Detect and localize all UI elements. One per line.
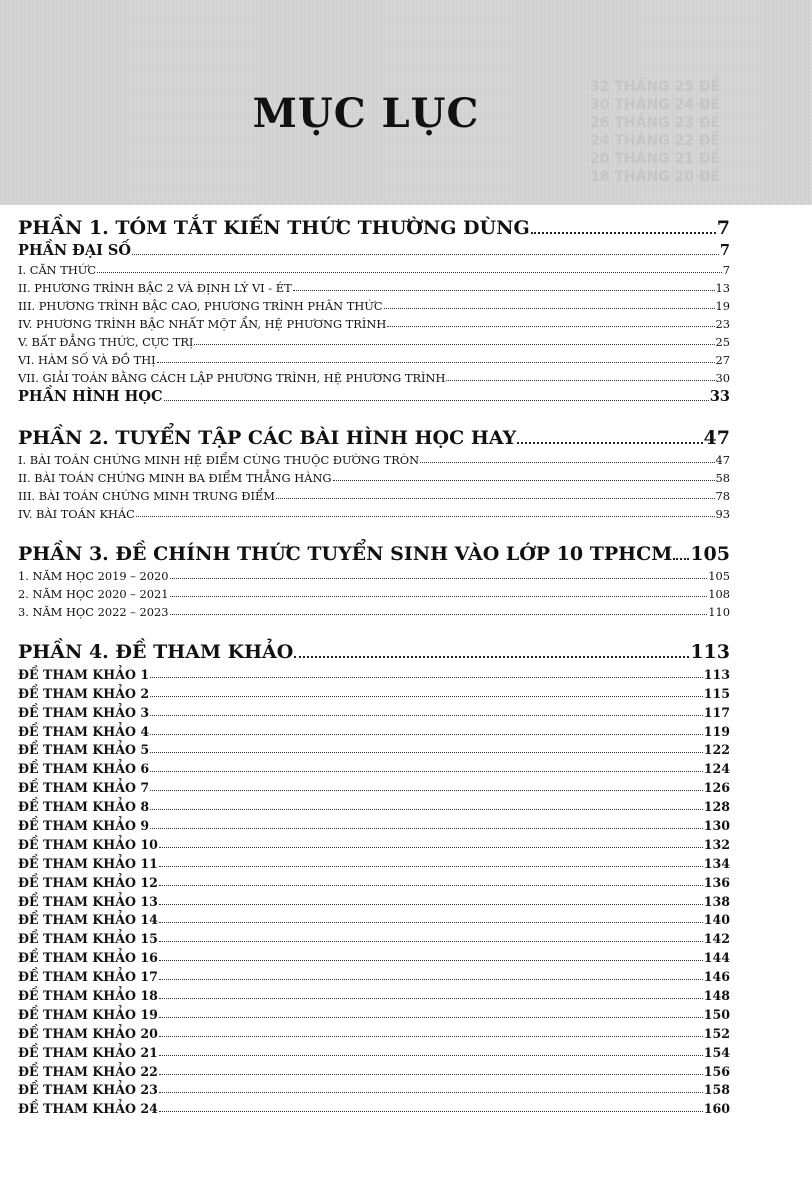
- toc-entry[interactable]: [18, 313, 730, 331]
- exam-entry-page-number: 144: [703, 950, 730, 966]
- dot-leader: [159, 1111, 703, 1112]
- exam-entry-title: ĐỀ THAM KHẢO 23: [18, 1082, 158, 1098]
- dot-leader: [384, 308, 715, 309]
- exam-entry-title: ĐỀ THAM KHẢO 16: [18, 950, 158, 966]
- dot-leader: [333, 480, 715, 481]
- section-gap: [18, 521, 730, 538]
- watermark-line: 26 THÁNG 23 ĐỀ: [590, 115, 721, 131]
- exam-entry-page-number: 122: [703, 742, 730, 758]
- dot-leader: [194, 344, 714, 345]
- dot-leader: [159, 1092, 703, 1093]
- exam-entry-page-number: 126: [703, 780, 730, 796]
- dot-leader: [159, 941, 703, 942]
- exam-entry-page-number: 158: [703, 1082, 730, 1098]
- toc-entry-page-number: 78: [715, 489, 730, 503]
- toc-entry-title: III. BÀI TOÁN CHỨNG MINH TRUNG ĐIỂM: [18, 489, 275, 503]
- dot-leader: [170, 596, 708, 597]
- toc-entry-title: IV. PHƯƠNG TRÌNH BẬC NHẤT MỘT ẨN, HỆ PHƯƠNG TRÌNH: [18, 317, 387, 331]
- exam-entry-page-number: 138: [703, 893, 730, 909]
- toc-entry-page-number: 47: [715, 453, 730, 467]
- part-heading-page-number: 105: [690, 543, 730, 565]
- toc-entry-page-number: 25: [715, 335, 730, 349]
- toc-entry[interactable]: [18, 503, 730, 521]
- exam-entry-title: ĐỀ THAM KHẢO 5: [18, 742, 150, 758]
- exam-entry-page-number: 142: [703, 931, 730, 947]
- exam-entry-page-number: 150: [703, 1006, 730, 1022]
- dot-leader: [150, 677, 703, 678]
- toc-entry-title: III. PHƯƠNG TRÌNH BẬC CAO, PHƯƠNG TRÌNH PHÂN THỨC: [18, 299, 383, 313]
- dot-leader: [136, 516, 715, 517]
- dot-leader: [159, 1036, 703, 1037]
- exam-entry[interactable]: [18, 984, 730, 1003]
- dot-leader: [132, 254, 719, 255]
- dot-leader: [159, 979, 703, 980]
- dot-leader: [159, 885, 703, 886]
- exam-entry-page-number: 134: [703, 855, 730, 871]
- exam-entry-title: ĐỀ THAM KHẢO 3: [18, 704, 150, 720]
- dot-leader: [150, 734, 703, 735]
- toc-entry-title: 1. NĂM HỌC 2019 – 2020: [18, 569, 169, 583]
- exam-entry-page-number: 136: [703, 874, 730, 890]
- part-heading-title: PHẦN 2. TUYỂN TẬP CÁC BÀI HÌNH HỌC HAY: [18, 427, 517, 449]
- exam-entry[interactable]: [18, 890, 730, 909]
- toc-entry[interactable]: [18, 367, 730, 385]
- exam-entry[interactable]: [18, 776, 730, 795]
- subpart-heading[interactable]: [18, 385, 730, 405]
- exam-entry-title: ĐỀ THAM KHẢO 9: [18, 818, 150, 834]
- dot-leader: [293, 290, 715, 291]
- dot-leader: [159, 1074, 703, 1075]
- watermark-line: 32 THÁNG 25 ĐỀ: [590, 79, 721, 95]
- dot-leader: [157, 362, 715, 363]
- exam-entry-title: ĐỀ THAM KHẢO 4: [18, 723, 150, 739]
- dot-leader: [170, 614, 708, 615]
- page-title: MỤC LỤC: [252, 90, 480, 137]
- subpart-heading-title: PHẦN ĐẠI SỐ: [18, 242, 132, 259]
- exam-entry-title: ĐỀ THAM KHẢO 19: [18, 1006, 158, 1022]
- dot-leader: [150, 696, 703, 697]
- exam-entry[interactable]: [18, 946, 730, 965]
- toc-entry-page-number: 7: [722, 263, 730, 277]
- toc-entry-page-number: 30: [715, 371, 730, 385]
- watermark-line: 24 THÁNG 22 ĐỀ: [590, 133, 721, 149]
- exam-entry-page-number: 156: [703, 1063, 730, 1079]
- watermark-line: 20 THÁNG 21 ĐỀ: [590, 151, 721, 167]
- dot-leader: [170, 578, 708, 579]
- toc-entry-page-number: 23: [715, 317, 730, 331]
- section-gap: [18, 619, 730, 636]
- part-heading-page-number: 113: [690, 641, 730, 663]
- exam-entry-title: ĐỀ THAM KHẢO 13: [18, 893, 158, 909]
- dot-leader: [276, 498, 715, 499]
- toc-entry-title: VII. GIẢI TOÁN BẰNG CÁCH LẬP PHƯƠNG TRÌNH, HỆ PHƯƠNG TRÌNH: [18, 371, 446, 385]
- dot-leader: [159, 847, 703, 848]
- header-band: [0, 0, 812, 205]
- part-heading-title: PHẦN 3. ĐỀ CHÍNH THỨC TUYỂN SINH VÀO LỚP 10 TPHCM: [18, 543, 673, 565]
- exam-entry-page-number: 119: [703, 723, 730, 739]
- exam-entry-page-number: 146: [703, 969, 730, 985]
- toc-entry-title: 3. NĂM HỌC 2022 – 2023: [18, 605, 169, 619]
- dot-leader: [150, 828, 703, 829]
- toc-entry[interactable]: [18, 259, 730, 277]
- exam-entry[interactable]: [18, 814, 730, 833]
- dot-leader: [159, 1055, 703, 1056]
- exam-entry-title: ĐỀ THAM KHẢO 6: [18, 761, 150, 777]
- exam-entry-title: ĐỀ THAM KHẢO 8: [18, 799, 150, 815]
- exam-entry-title: ĐỀ THAM KHẢO 14: [18, 912, 158, 928]
- exam-entry[interactable]: [18, 909, 730, 928]
- exam-entry-page-number: 113: [703, 666, 730, 682]
- exam-entry-title: ĐỀ THAM KHẢO 20: [18, 1025, 158, 1041]
- toc-entry[interactable]: [18, 295, 730, 313]
- dot-leader: [97, 272, 722, 273]
- exam-entry-title: ĐỀ THAM KHẢO 2: [18, 685, 150, 701]
- exam-entry-page-number: 140: [703, 912, 730, 928]
- toc-entry-page-number: 110: [708, 605, 730, 619]
- exam-entry[interactable]: [18, 682, 730, 701]
- subpart-heading-title: PHẦN HÌNH HỌC: [18, 388, 163, 405]
- toc-entry-page-number: 27: [715, 353, 730, 367]
- exam-entry[interactable]: [18, 927, 730, 946]
- toc-entry[interactable]: [18, 331, 730, 349]
- toc-entry-title: I. BÀI TOÁN CHỨNG MINH HỆ ĐIỂM CÙNG THUỘC ĐƯỜNG TRÒN: [18, 453, 420, 467]
- part-heading[interactable]: [18, 538, 730, 565]
- part-heading-title: PHẦN 1. TÓM TẮT KIẾN THỨC THƯỜNG DÙNG: [18, 217, 530, 239]
- dot-leader: [159, 960, 703, 961]
- exam-entry[interactable]: [18, 852, 730, 871]
- dot-leader: [159, 1017, 703, 1018]
- exam-entry[interactable]: [18, 1079, 730, 1098]
- exam-entry[interactable]: [18, 1097, 730, 1116]
- dot-leader: [150, 752, 703, 753]
- exam-entry[interactable]: [18, 757, 730, 776]
- toc-entry-title: IV. BÀI TOÁN KHÁC: [18, 507, 135, 521]
- dot-leader: [150, 771, 703, 772]
- exam-entry-title: ĐỀ THAM KHẢO 24: [18, 1101, 158, 1117]
- exam-entry-page-number: 124: [703, 761, 730, 777]
- toc-entry-page-number: 108: [708, 587, 730, 601]
- toc-entry[interactable]: [18, 601, 730, 619]
- toc-entry[interactable]: [18, 565, 730, 583]
- watermark-line: 30 THÁNG 24 ĐỀ: [590, 97, 721, 113]
- toc-entry-page-number: 19: [715, 299, 730, 313]
- exam-entry-page-number: 130: [703, 818, 730, 834]
- exam-entry[interactable]: [18, 720, 730, 739]
- dot-leader: [446, 380, 714, 381]
- dot-leader: [164, 400, 709, 401]
- dot-leader: [387, 326, 714, 327]
- dot-leader: [159, 922, 703, 923]
- exam-entry-title: ĐỀ THAM KHẢO 10: [18, 836, 158, 852]
- dot-leader: [294, 656, 689, 658]
- subpart-heading-page-number: 7: [719, 242, 730, 259]
- toc-entry-page-number: 58: [715, 471, 730, 485]
- part-heading-page-number: 7: [716, 217, 730, 239]
- toc-entry[interactable]: [18, 449, 730, 467]
- part-heading[interactable]: [18, 422, 730, 449]
- dot-leader: [150, 715, 703, 716]
- toc-entry-title: I. CĂN THỨC: [18, 263, 97, 277]
- exam-entry-title: ĐỀ THAM KHẢO 12: [18, 874, 158, 890]
- exam-entry-title: ĐỀ THAM KHẢO 1: [18, 666, 150, 682]
- watermark-line: 18 THÁNG 20 ĐỀ: [590, 169, 721, 185]
- exam-entry[interactable]: [18, 871, 730, 890]
- exam-entry-page-number: 115: [703, 685, 730, 701]
- exam-entry[interactable]: [18, 663, 730, 682]
- subpart-heading-page-number: 33: [709, 388, 730, 405]
- dot-leader: [517, 442, 702, 444]
- toc-entry-page-number: 105: [708, 569, 730, 583]
- dot-leader: [159, 904, 703, 905]
- part-heading[interactable]: [18, 212, 730, 239]
- exam-entry-title: ĐỀ THAM KHẢO 18: [18, 988, 158, 1004]
- toc-entry-title: V. BẤT ĐẲNG THỨC, CỰC TRỊ: [18, 335, 194, 349]
- exam-entry[interactable]: [18, 739, 730, 758]
- toc-entry-title: II. PHƯƠNG TRÌNH BẬC 2 VÀ ĐỊNH LÝ VI - ÉT: [18, 281, 292, 295]
- toc-entry[interactable]: [18, 349, 730, 367]
- dot-leader: [159, 866, 703, 867]
- dot-leader: [159, 998, 703, 999]
- toc-entry[interactable]: [18, 485, 730, 503]
- exam-entry[interactable]: [18, 965, 730, 984]
- table-of-contents: [18, 212, 730, 1116]
- exam-entry[interactable]: [18, 701, 730, 720]
- dot-leader: [673, 558, 689, 560]
- section-gap: [18, 405, 730, 422]
- exam-entry-title: ĐỀ THAM KHẢO 11: [18, 855, 158, 871]
- exam-entry[interactable]: [18, 795, 730, 814]
- exam-entry[interactable]: [18, 833, 730, 852]
- dot-leader: [150, 790, 703, 791]
- exam-entry-title: ĐỀ THAM KHẢO 15: [18, 931, 158, 947]
- exam-entry-title: ĐỀ THAM KHẢO 21: [18, 1044, 158, 1060]
- toc-entry[interactable]: [18, 583, 730, 601]
- toc-entry[interactable]: [18, 277, 730, 295]
- part-heading[interactable]: [18, 636, 730, 663]
- part-heading-title: PHẦN 4. ĐỀ THAM KHẢO: [18, 641, 294, 663]
- exam-entry-page-number: 152: [703, 1025, 730, 1041]
- dot-leader: [531, 232, 716, 234]
- exam-entry[interactable]: [18, 1022, 730, 1041]
- toc-entry-title: II. BÀI TOÁN CHỨNG MINH BA ĐIỂM THẲNG HÀNG: [18, 471, 332, 485]
- toc-entry-page-number: 13: [715, 281, 730, 295]
- toc-entry-title: 2. NĂM HỌC 2020 – 2021: [18, 587, 169, 601]
- toc-entry[interactable]: [18, 467, 730, 485]
- exam-entry-page-number: 117: [703, 704, 730, 720]
- dot-leader: [420, 462, 714, 463]
- exam-entry-page-number: 154: [703, 1044, 730, 1060]
- toc-entry-title: VI. HÀM SỐ VÀ ĐỒ THỊ: [18, 353, 156, 367]
- exam-entry[interactable]: [18, 1003, 730, 1022]
- exam-entry-title: ĐỀ THAM KHẢO 17: [18, 969, 158, 985]
- exam-entry-page-number: 148: [703, 988, 730, 1004]
- part-heading-page-number: 47: [703, 427, 730, 449]
- exam-entry[interactable]: [18, 1041, 730, 1060]
- exam-entry-page-number: 128: [703, 799, 730, 815]
- exam-entry-title: ĐỀ THAM KHẢO 7: [18, 780, 150, 796]
- exam-entry-page-number: 132: [703, 836, 730, 852]
- exam-entry-page-number: 160: [703, 1101, 730, 1117]
- subpart-heading[interactable]: [18, 239, 730, 259]
- toc-entry-page-number: 93: [715, 507, 730, 521]
- exam-entry[interactable]: [18, 1060, 730, 1079]
- exam-entry-title: ĐỀ THAM KHẢO 22: [18, 1063, 158, 1079]
- dot-leader: [150, 809, 703, 810]
